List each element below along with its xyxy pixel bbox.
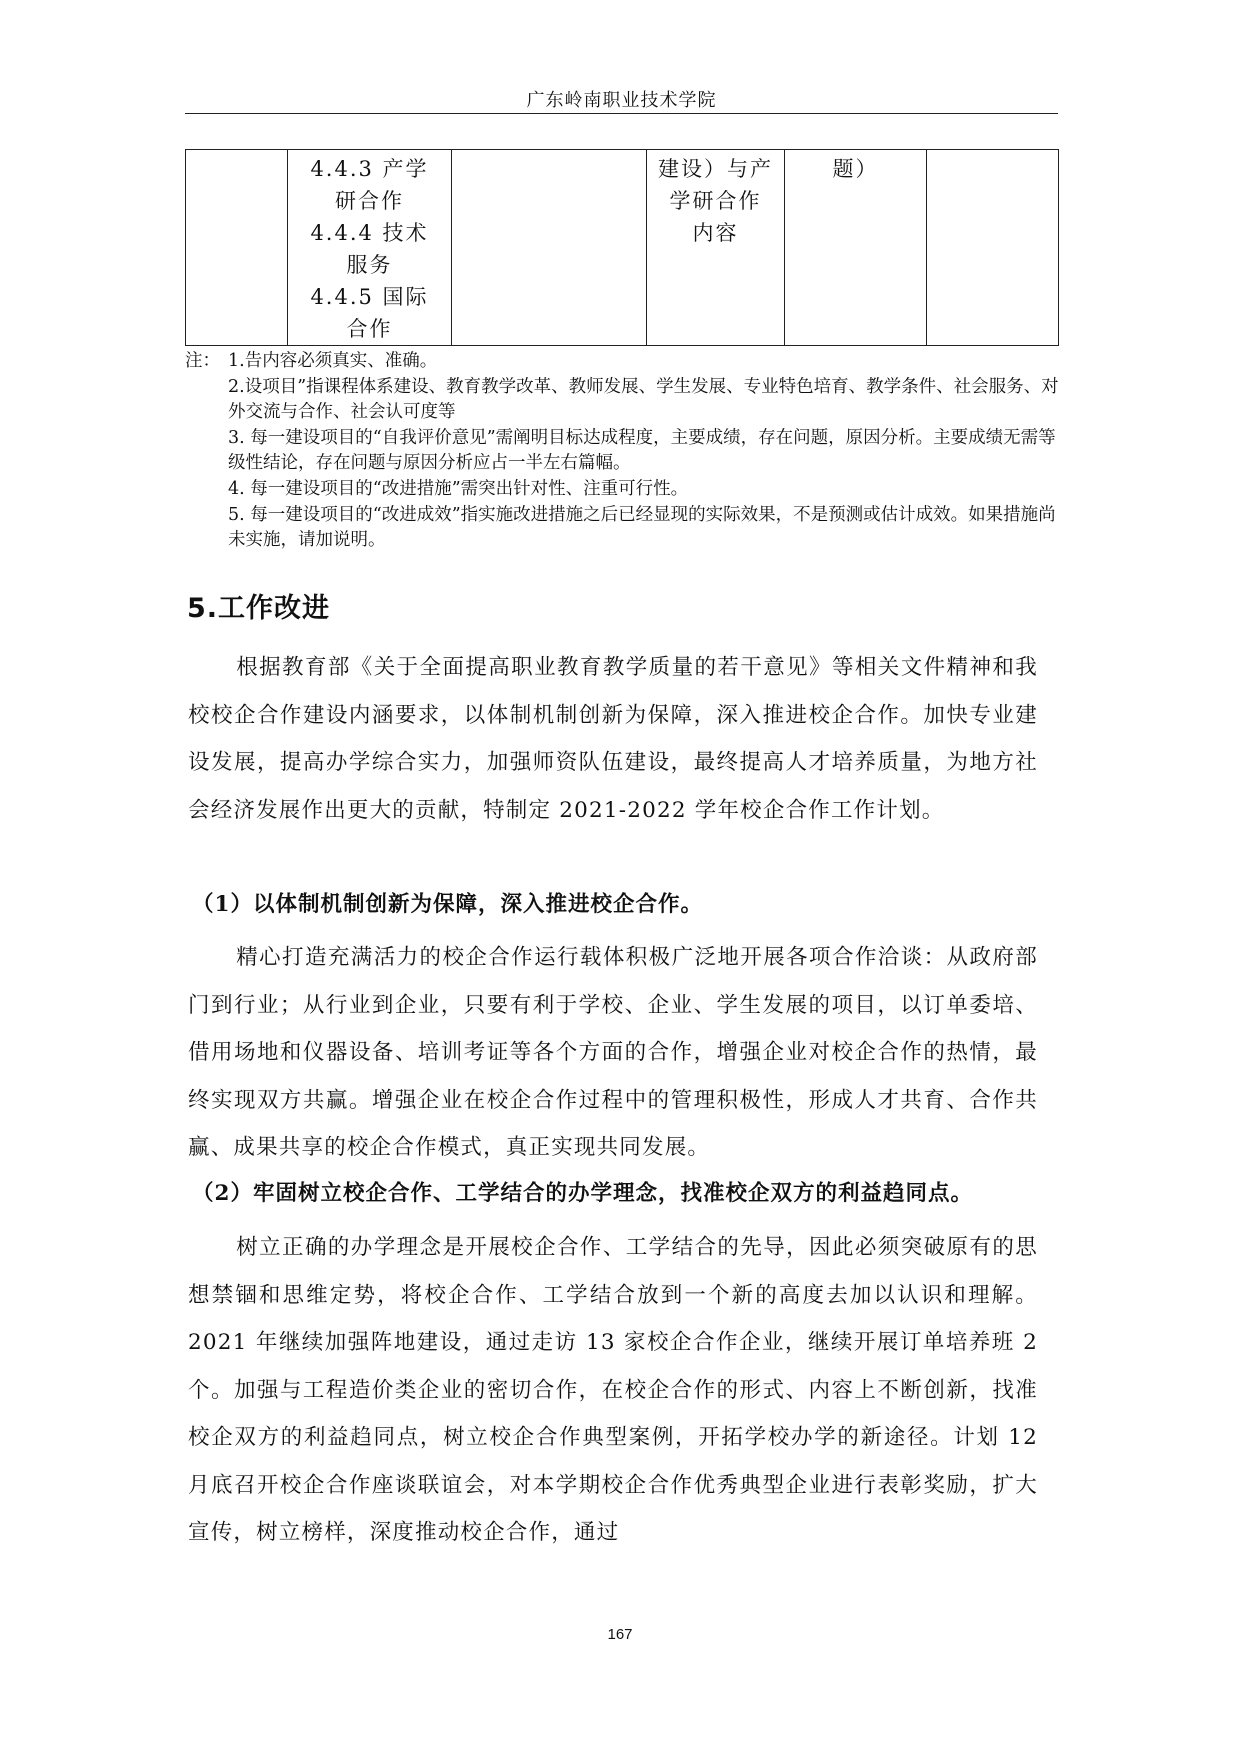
subsection-1-paragraph (188, 934, 1038, 1172)
subsection-1-text: 精心打造充满活力的校企合作运行载体积极广泛地开展各项合作洽谈：从政府部门到行业；从行业到企业，只要有利于学校、企业、学生发展的项目，以订单委培、借用场地和仪器设备、培训考证等各个方面的合作，增强企业对校企合作的热情，最终实现双方共赢。增强企业在校企合作过程中的管理积极性，形成人才共育、合作共赢、成果共享的校企合作模式，真正实现共同发展。 (188, 945, 1038, 1160)
evaluation-table-continuation (185, 149, 1059, 346)
intro-text: 根据教育部《关于全面提高职业教育教学质量的若干意见》等相关文件精神和我校校企合作建设内涵要求，以体制机制创新为保障，深入推进校企合作。加快专业建设发展，提高办学综合实力，加强师资队伍建设，最终提高人才培养质量，为地方社会经济发展作出更大的贡献，特制定 2021-2022 学年校企合作工作计划。 (188, 655, 1038, 823)
note-item: 2.设项目”指课程体系建设、教育教学改革、教师发展、学生发展、专业特色培育、教学条件、社会服务、对外交流与合作、社会认可度等 (228, 376, 1059, 423)
section-heading: 5.工作改进 (187, 593, 331, 624)
table-cell-f (927, 150, 1059, 346)
cell-line: 题） (832, 157, 879, 181)
cell-line: 研合作 (335, 189, 404, 213)
header-rule (185, 113, 1058, 114)
note-item: 4. 每一建设项目的“改进措施”需突出针对性、注重可行性。 (228, 478, 689, 499)
note-item: 3. 每一建设项目的“自我评价意见”需阐明目标达成程度，主要成绩，存在问题，原因分析。主要成绩无需等级性结论，存在问题与原因分析应占一半左右篇幅。 (228, 427, 1056, 474)
table-notes (185, 349, 1065, 554)
cell-line: 4.4.3 产学 (310, 157, 429, 181)
table-cell-c (452, 150, 647, 346)
table-cell-a (186, 150, 288, 346)
notes-label: 注： (185, 351, 220, 371)
page-number: 167 (607, 1626, 633, 1643)
cell-line: 建设）与产 (658, 157, 773, 181)
running-header: 广东岭南职业技术学院 (526, 90, 717, 111)
table-cell-content (647, 150, 785, 346)
cell-line: 4.4.4 技术 (310, 221, 429, 245)
cell-line: 合作 (346, 317, 393, 341)
subsection-2-text: 树立正确的办学理念是开展校企合作、工学结合的先导，因此必须突破原有的思想禁锢和思维定势，将校企合作、工学结合放到一个新的高度去加以认识和理解。2021 年继续加强阵地建设，通过走访 13 家校企合作企业，继续开展订单培养班 2 个。加强与工程造价类企业的密切合作，在校企合作的形式、内容上不断创新，找准校企双方的利益趋同点，树立校企合作典型案例，开拓学校办学的新途径。计划 12 月底召开校企合作座谈联谊会，对本学期校企合作优秀典型企业进行表彰奖励，扩大宣传，树立榜样，深度推动校企合作，通过 (188, 1235, 1038, 1545)
table-cell-subitems (288, 150, 452, 346)
subsection-2-title: （2）牢固树立校企合作、工学结合的办学理念，找准校企双方的利益趋同点。 (192, 1181, 973, 1206)
note-item: 5. 每一建设项目的“改进成效”指实施改进措施之后已经显现的实际效果，不是预测或估计成效。如果措施尚未实施，请加说明。 (228, 504, 1056, 551)
cell-line: 4.4.5 国际 (310, 285, 429, 309)
subsection-2-paragraph (188, 1224, 1038, 1557)
table-cell-issue (785, 150, 927, 346)
subsection-1-title: （1）以体制机制创新为保障，深入推进校企合作。 (192, 892, 703, 917)
cell-line: 内容 (692, 221, 739, 245)
intro-paragraph (188, 644, 1038, 834)
note-item: 1.告内容必须真实、准确。 (228, 351, 438, 371)
cell-line: 服务 (346, 253, 393, 277)
cell-line: 学研合作 (669, 189, 762, 213)
